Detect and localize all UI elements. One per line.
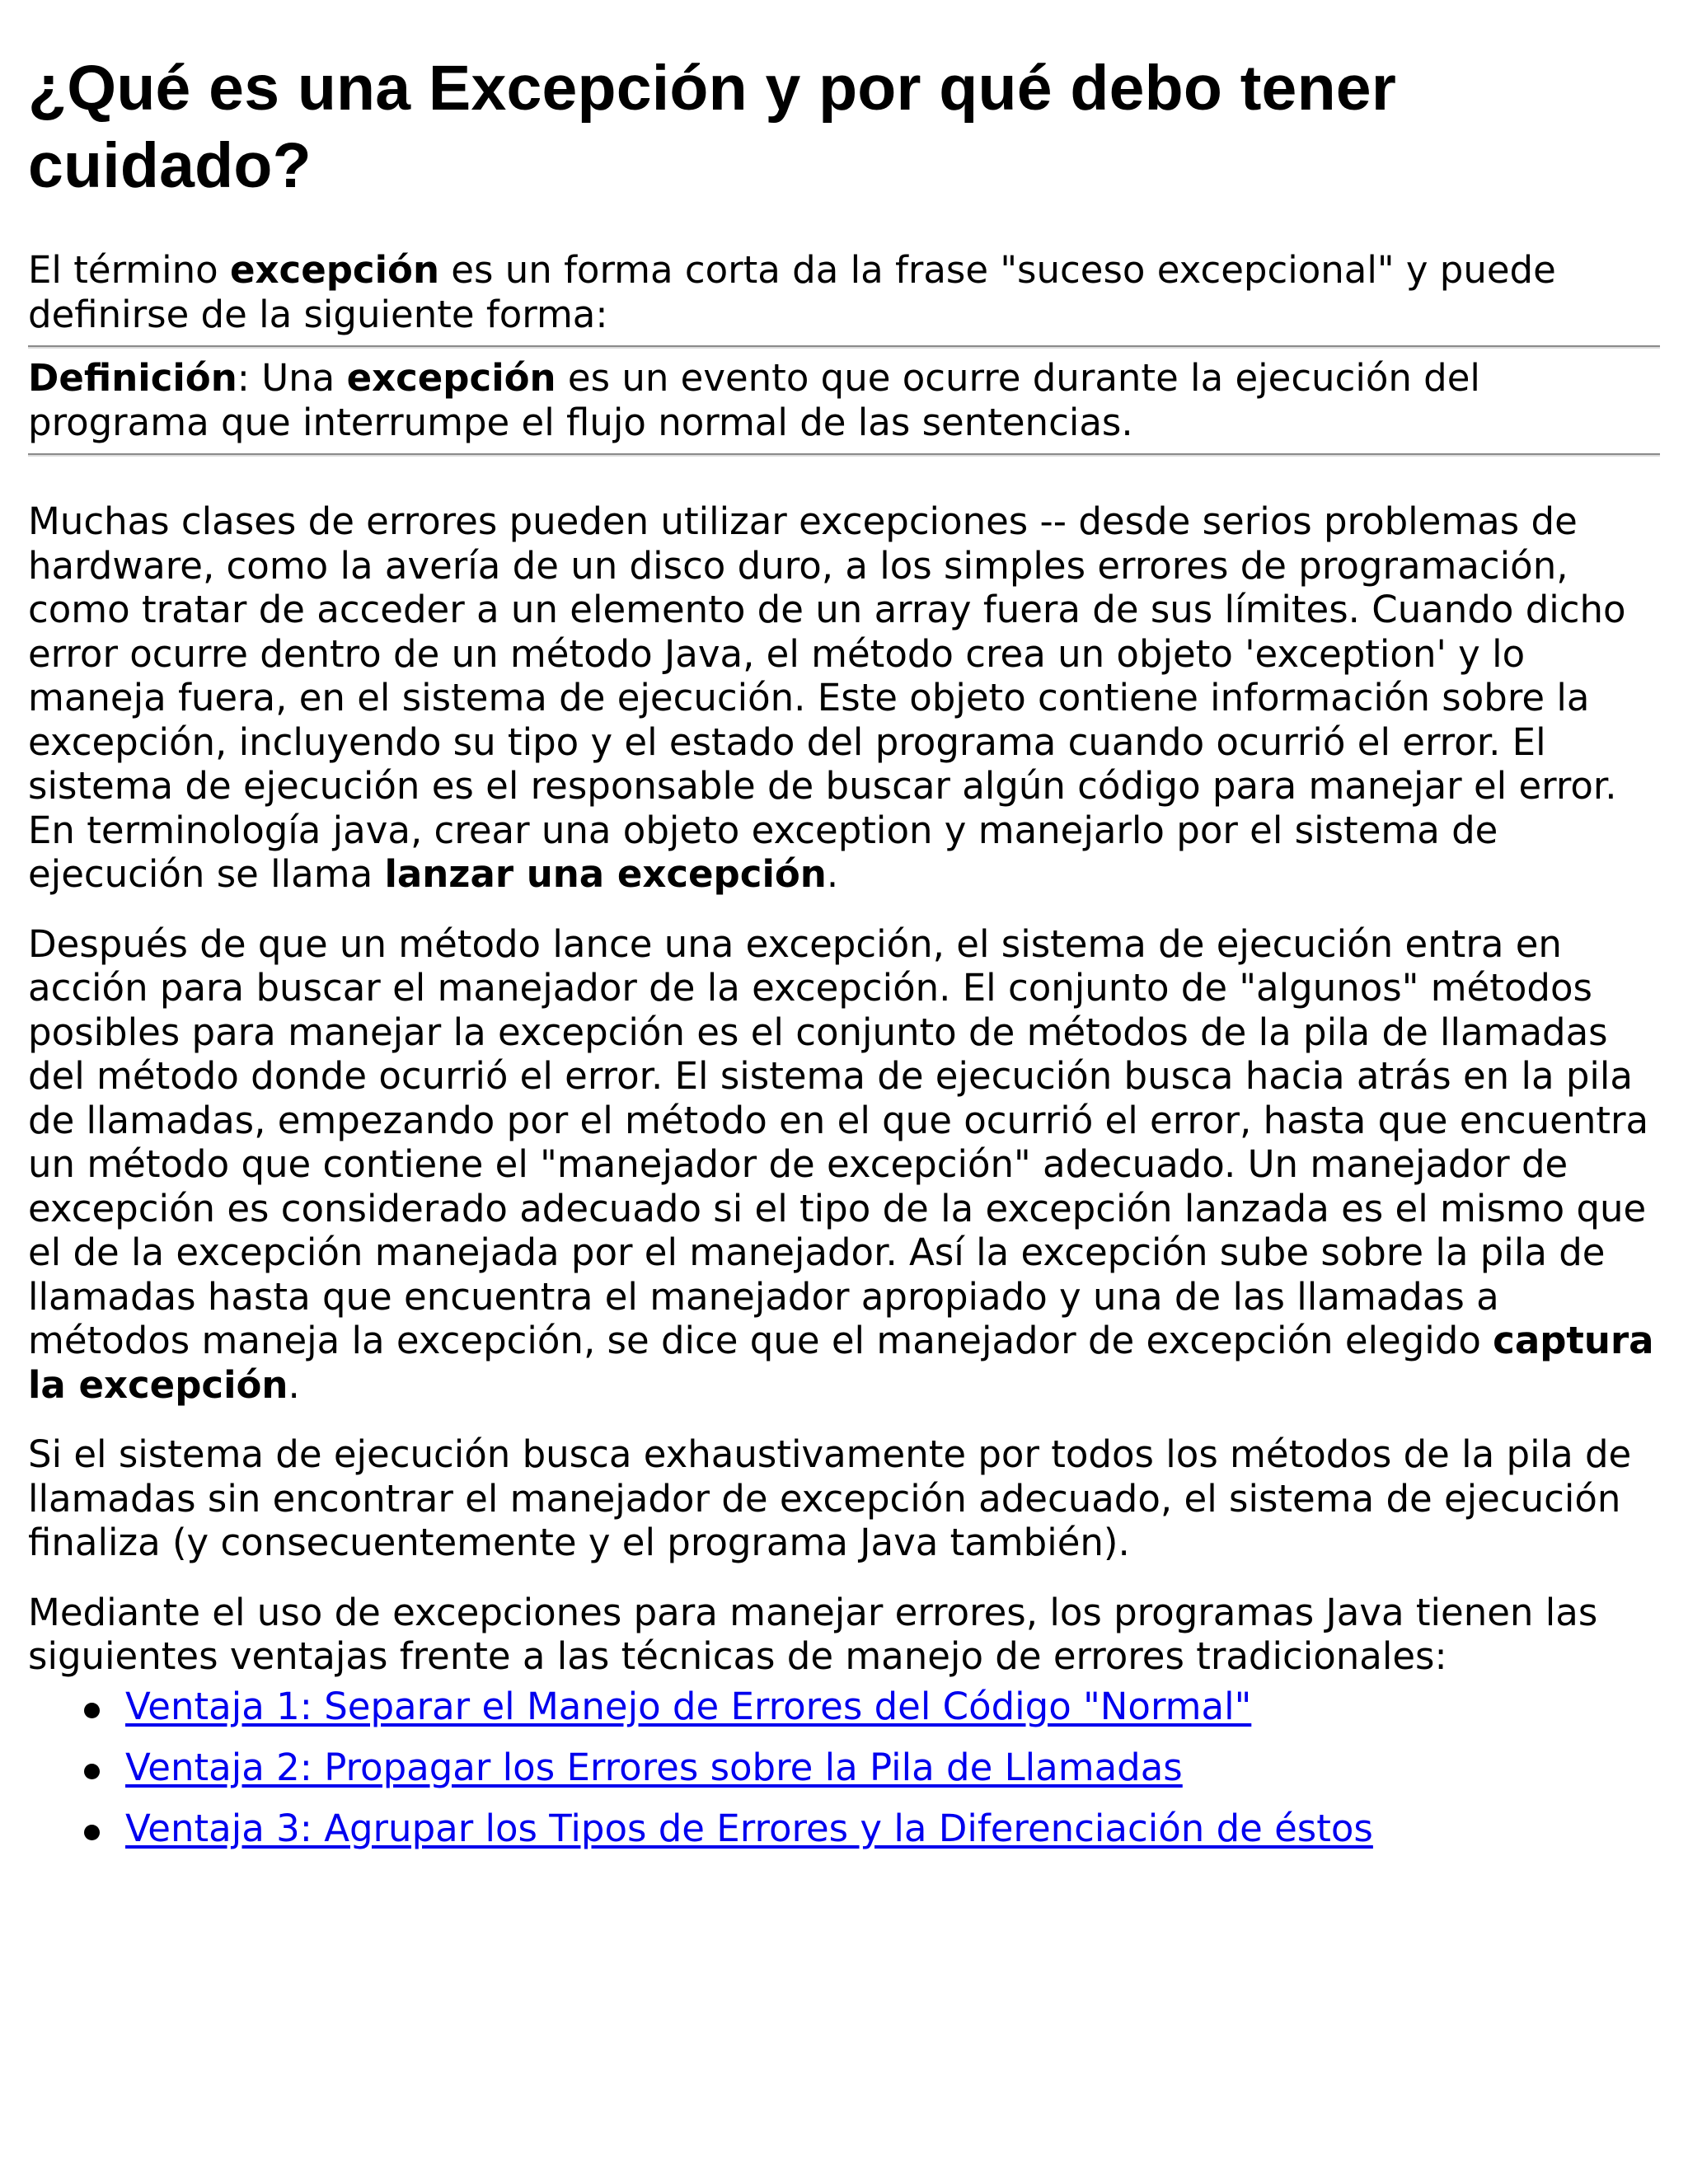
handler-paragraph-end: .: [288, 1362, 300, 1407]
definition-term: excepción: [346, 356, 556, 400]
page-title: ¿Qué es una Excepción y por qué debo tener cuidado?: [28, 53, 1396, 201]
handler-paragraph: [28, 922, 1660, 1408]
bullet-icon: [84, 1825, 100, 1840]
intro-paragraph: [28, 248, 1660, 336]
errors-paragraph: [28, 499, 1660, 897]
definition-bottom-rule: [28, 453, 1660, 457]
advantage-3-link[interactable]: Ventaja 3: Agrupar los Tipos de Errores y la Diferenciación de éstos: [125, 1806, 1373, 1850]
document-page: [28, 0, 1660, 1868]
list-item: [125, 1685, 1660, 1729]
throw-exception-term: lanzar una excepción: [384, 852, 827, 896]
definition-top-rule: [28, 345, 1660, 349]
definition-sep: : Una: [237, 356, 347, 400]
errors-paragraph-text: Muchas clases de errores pueden utilizar excepciones -- desde serios problemas de hardware, como la avería de un disco duro, a los simples errores de programación, como tratar de acceder a un elemento de un array fuera de sus límites. Cuando dicho error ocurre dentro de un método Java, el método crea un objeto 'exception' y lo maneja fuera, en el sistema de ejecución. Este objeto contiene información sobre la excepción, incluyendo su tipo y el estado del programa cuando ocurrió el error. El sistema de ejecución es el responsable de buscar algún código para manejar el error. En terminología java, crear una objeto exception y manejarlo por el sistema de ejecución se llama: [28, 499, 1626, 896]
intro-suffix: es un forma corta da la frase "suceso excepcional" y puede definirse de la siguiente forma:: [28, 248, 1556, 336]
advantages-list: [28, 1685, 1660, 1851]
handler-paragraph-text: Después de que un método lance una excepción, el sistema de ejecución entra en acción para buscar el manejador de la excepción. El conjunto de "algunos" métodos posibles para manejar la excepción es el conjunto de métodos de la pila de llamadas del método donde ocurrió el error. El sistema de ejecución busca hacia atrás en la pila de llamadas, empezando por el método en el que ocurrió el error, hasta que encuentra un método que contiene el "manejador de excepción" adecuado. Un manejador de excepción es considerado adecuado si el tipo de la excepción lanzada es el mismo que el de la excepción manejada por el manejador. Así la excepción sube sobre la pila de llamadas hasta que encuentra el manejador apropiado y una de las llamadas a métodos maneja la excepción, se dice que el manejador de excepción elegido: [28, 921, 1649, 1362]
termination-paragraph: Si el sistema de ejecución busca exhaustivamente por todos los métodos de la pila de llamadas sin encontrar el manejador de excepción adecuado, el sistema de ejecución finaliza (y consecuentemente y el programa Java también).: [28, 1432, 1632, 1564]
advantage-2-link[interactable]: Ventaja 2: Propagar los Errores sobre la Pila de Llamadas: [125, 1745, 1183, 1789]
intro-term: excepción: [229, 248, 439, 292]
definition-label: Definición: [28, 356, 237, 400]
bullet-icon: [84, 1764, 100, 1779]
definition-text: es un evento que ocurre durante la ejecución del programa que interrumpe el flujo normal de las sentencias.: [28, 356, 1480, 444]
errors-paragraph-end: .: [826, 852, 839, 896]
definition-box: [28, 356, 1660, 444]
intro-prefix: El término: [28, 248, 230, 292]
list-item: [125, 1746, 1660, 1790]
list-item: [125, 1807, 1660, 1851]
advantage-1-link[interactable]: Ventaja 1: Separar el Manejo de Errores del Código "Normal": [125, 1684, 1252, 1728]
bullet-icon: [84, 1703, 100, 1718]
advantages-paragraph: Mediante el uso de excepciones para manejar errores, los programas Java tienen las siguientes ventajas frente a las técnicas de manejo de errores tradicionales:: [28, 1590, 1598, 1678]
catch-exception-term: captura la excepción: [28, 1319, 1654, 1407]
